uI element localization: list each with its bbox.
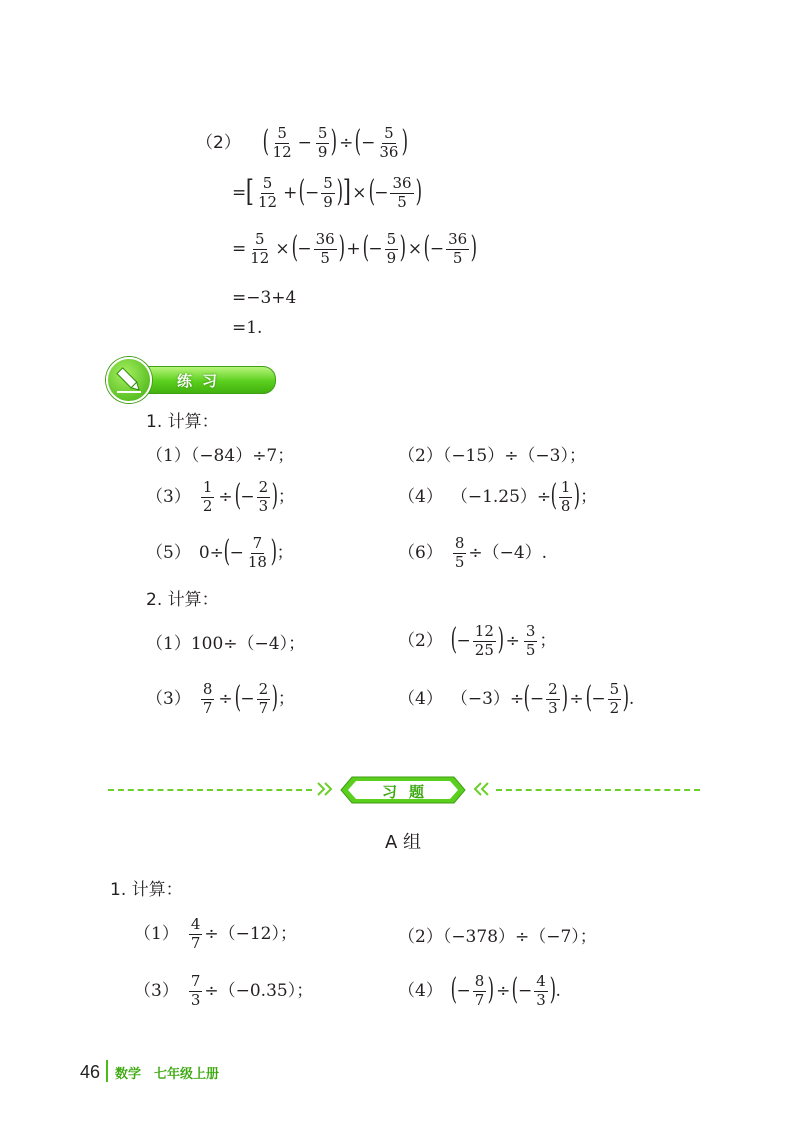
practice-q1-p2: （2）（−15）÷（−3）； [398,446,586,466]
fraction: $\frac{1}{8}$ [560,478,571,515]
fraction: $\frac{5}{9}$ [386,230,397,267]
fraction: $\frac{4}{7}$ [190,915,201,952]
fraction: $\frac{5}{36}$ [379,124,399,161]
fraction: $\frac{12}{25}$ [474,622,494,659]
example-line-3: = $\frac{5}{12}$ × ( − $\frac{36}{5}$ ) + ( − $\frac{5}{9}$ ) × ( − $\frac{36}{5}$ ) [232,230,478,267]
practice-q2-p2: （2） ( − $\frac{12}{25}$ ) ÷ $\frac{3}{5}$ ； [398,622,557,659]
fraction: $\frac{2}{7}$ [258,680,269,717]
fraction: $\frac{4}{3}$ [536,972,546,1009]
exercises-q1-p2: （2）（−378）÷（−7）； [398,927,597,947]
fraction: $\frac{2}{3}$ [258,478,269,515]
fraction: $\frac{36}{5}$ [392,174,412,211]
practice-q2-p1: （1）100÷（−4）； [146,634,306,654]
fraction: $\frac{36}{5}$ [315,230,335,267]
example-label: （2） [196,132,241,153]
exercises-q1-title: 1. 计算： [110,880,183,900]
practice-q2-p3: （3） $\frac{8}{7}$ ÷ ( − $\frac{2}{7}$ ) ； [146,680,295,717]
practice-q1-title: 1. 计算： [146,412,219,432]
fraction: $\frac{5}{9}$ [323,174,333,211]
chevron-left-icon [470,780,490,802]
fraction: $\frac{7}{3}$ [190,972,201,1009]
fraction: $\frac{8}{5}$ [454,534,465,571]
group-heading: A 组 [385,832,422,853]
divider-left [108,789,312,791]
practice-q1-p1: （1）（−84）÷7； [146,446,295,466]
practice-q1-p3: （3） $\frac{1}{2}$ ÷ ( − $\frac{2}{3}$ ) ； [146,478,295,515]
fraction: $\frac{5}{9}$ [317,124,328,161]
fraction: $\frac{5}{12}$ [257,174,278,211]
practice-q1-p6: （6） $\frac{8}{5}$ ÷（−4）. [398,534,548,571]
practice-banner-text: 练习 [177,372,228,390]
example-line-1: （2） ( $\frac{5}{12}$ − $\frac{5}{9}$ ) ÷ ( − $\frac{5}{36}$ ) [196,124,409,161]
fraction: $\frac{1}{2}$ [202,478,213,515]
fraction: $\frac{3}{5}$ [525,622,536,659]
practice-q2-title: 2. 计算： [146,590,219,610]
fraction: $\frac{7}{18}$ [247,534,267,571]
example-line-5: =1. [232,318,263,338]
practice-q1-p4: （4） （−1.25）÷ ( $\frac{1}{8}$ ) ； [398,478,598,515]
page-number: 46 [80,1062,101,1082]
divider-right [496,789,700,791]
exercises-banner-text: 习题 [382,783,437,801]
practice-q1-p5: （5） 0÷ ( − $\frac{7}{18}$ ) ； [146,534,294,571]
exercises-q1-p4: （4） ( − $\frac{8}{7}$ ) ÷ ( − $\frac{4}{3}$ ) . [398,972,561,1009]
fraction: $\frac{5}{12}$ [272,124,292,161]
practice-q2-p4: （4） （−3）÷ ( − $\frac{2}{3}$ ) ÷ ( − $\frac{5}{2}$ ) . [398,680,635,717]
exercises-banner [340,776,466,804]
fraction: $\frac{8}{7}$ [474,972,485,1009]
fraction: $\frac{2}{3}$ [548,680,558,717]
fraction: $\frac{36}{5}$ [448,230,468,267]
exercises-q1-p1: （1） $\frac{4}{7}$ ÷（−12）； [134,915,297,952]
book-title: 数学 七年级上册 [115,1067,220,1082]
fraction: $\frac{5}{2}$ [609,680,620,717]
chevron-right-icon [316,780,336,802]
example-line-4: =−3+4 [232,288,297,308]
exercises-q1-p3: （3） $\frac{7}{3}$ ÷（−0.35）； [134,972,314,1009]
example-line-2: = [ $\frac{5}{12}$ + ( − $\frac{5}{9}$ ) ] × ( − $\frac{36}{5}$ ) [232,174,422,211]
practice-banner [106,357,274,399]
pencil-icon [106,357,152,403]
footer-divider [106,1060,108,1082]
fraction: $\frac{5}{12}$ [250,230,270,267]
fraction: $\frac{8}{7}$ [202,680,213,717]
